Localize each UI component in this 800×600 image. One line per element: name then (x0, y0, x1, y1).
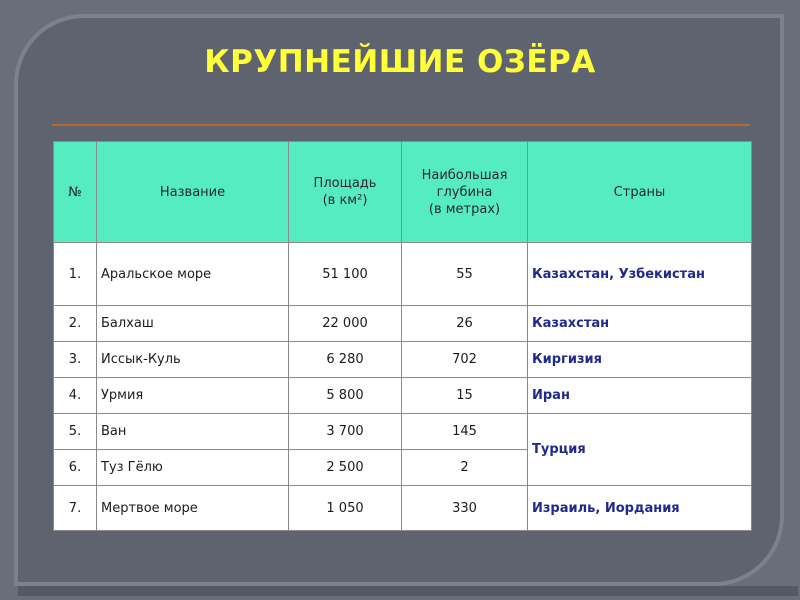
cell-area: 2 500 (289, 450, 402, 486)
cell-depth: 145 (402, 414, 528, 450)
table-row (54, 378, 752, 414)
lakes-table (53, 141, 752, 531)
cell-depth: 2 (402, 450, 528, 486)
cell-num: 4. (54, 378, 97, 414)
cell-depth: 55 (402, 243, 528, 306)
cell-depth: 26 (402, 306, 528, 342)
cell-countries: Иран (528, 378, 752, 414)
header-area-line1: Площадь (313, 176, 377, 191)
frame-shadow (18, 586, 798, 596)
slide-title: КРУПНЕЙШИЕ ОЗЁРА (204, 44, 596, 80)
cell-num: 3. (54, 342, 97, 378)
cell-area: 6 280 (289, 342, 402, 378)
header-depth-line1: Наибольшая (421, 167, 508, 183)
cell-num: 6. (54, 450, 97, 486)
header-depth-line2: глубина (436, 184, 493, 200)
cell-name: Балхаш (97, 306, 289, 342)
cell-countries: Казахстан, Узбекистан (528, 243, 752, 306)
cell-area: 3 700 (289, 414, 402, 450)
header-area-line2: (в км²) (322, 193, 368, 208)
cell-area: 1 050 (289, 486, 402, 531)
table-header-row (54, 142, 752, 243)
cell-name: Мертвое море (97, 486, 289, 531)
cell-name: Иссык-Куль (97, 342, 289, 378)
header-name: Название (97, 142, 289, 243)
header-depth-line3: (в метрах) (428, 201, 501, 217)
cell-area: 51 100 (289, 243, 402, 306)
table-row (54, 486, 752, 531)
cell-depth: 15 (402, 378, 528, 414)
cell-depth: 330 (402, 486, 528, 531)
header-num: № (54, 142, 97, 243)
cell-name: Урмия (97, 378, 289, 414)
table-row (54, 306, 752, 342)
cell-num: 1. (54, 243, 97, 306)
cell-name: Туз Гёлю (97, 450, 289, 486)
cell-area: 5 800 (289, 378, 402, 414)
cell-name: Аральское море (97, 243, 289, 306)
cell-num: 2. (54, 306, 97, 342)
cell-num: 7. (54, 486, 97, 531)
cell-countries: Израиль, Иордания (528, 486, 752, 531)
header-countries: Страны (528, 142, 752, 243)
cell-countries: Казахстан (528, 306, 752, 342)
title-divider (52, 124, 750, 126)
table-row (54, 243, 752, 306)
header-depth (402, 142, 528, 243)
cell-name: Ван (97, 414, 289, 450)
table-row (54, 342, 752, 378)
cell-depth: 702 (402, 342, 528, 378)
cell-countries: Киргизия (528, 342, 752, 378)
cell-countries: Турция (528, 414, 752, 486)
header-area (289, 142, 402, 243)
table-row (54, 414, 752, 450)
cell-area: 22 000 (289, 306, 402, 342)
cell-num: 5. (54, 414, 97, 450)
